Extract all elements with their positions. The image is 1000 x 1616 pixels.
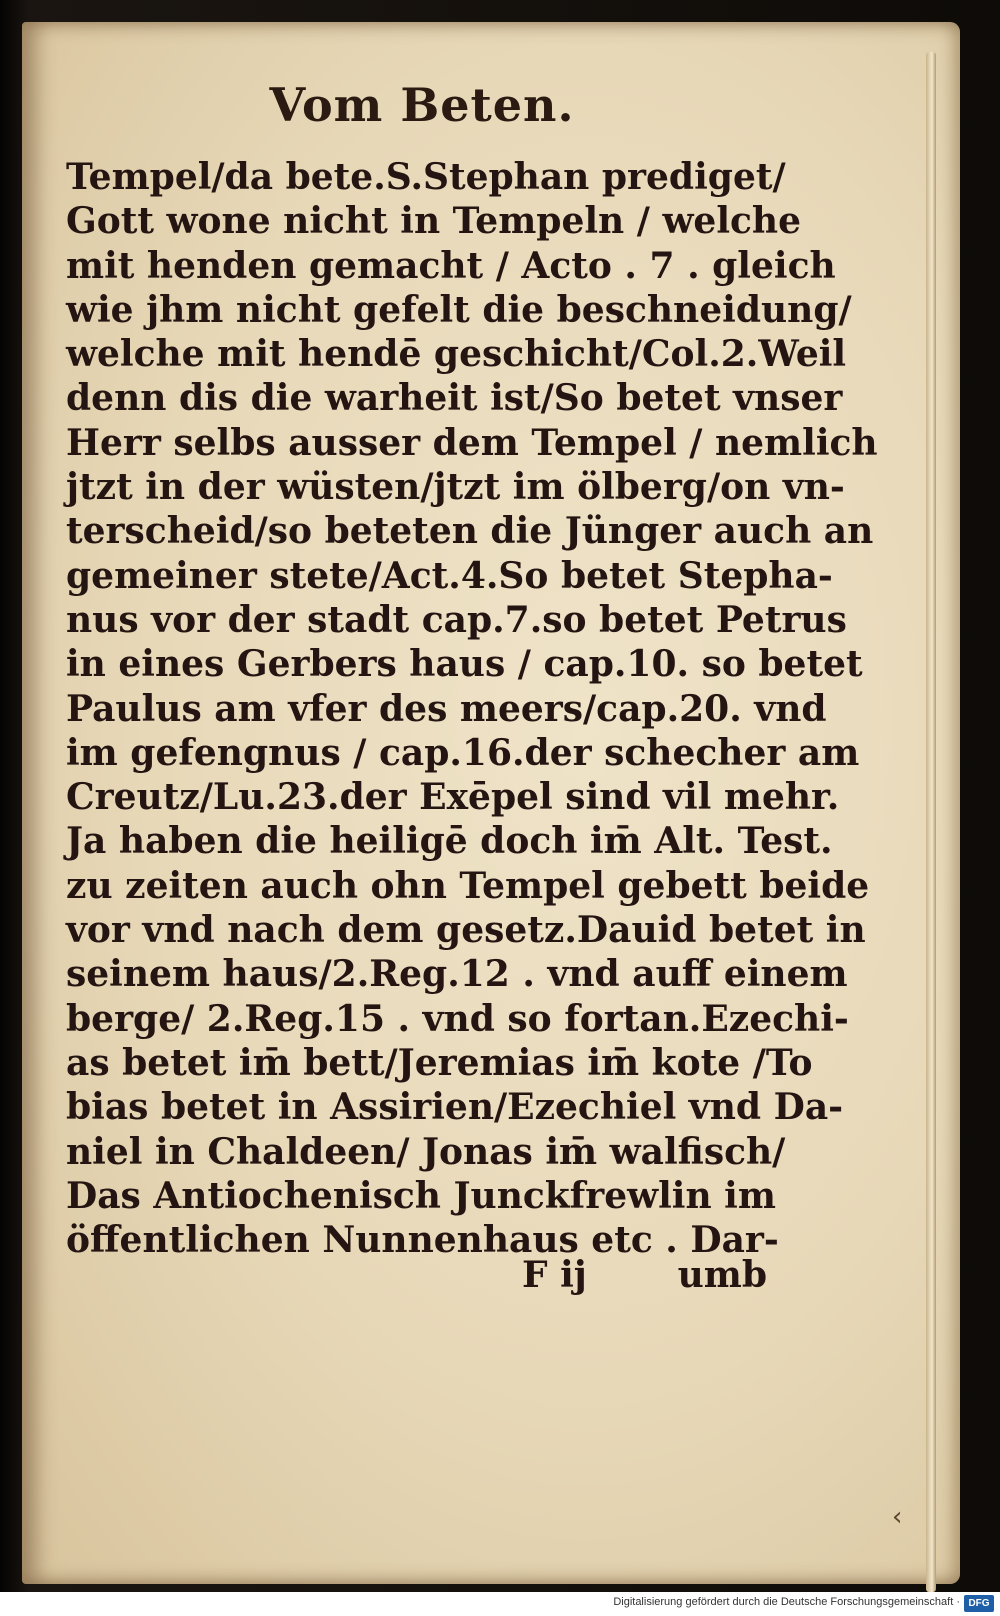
- text-line: niel in Chaldeen/ Jonas im̄ walfisch/: [66, 1130, 786, 1173]
- text-line: nus vor der stadt cap.7.so betet Petrus: [66, 598, 847, 641]
- dfg-logo-icon: DFG: [964, 1595, 994, 1612]
- text-line: wie jhm nicht gefelt die beschneidung/: [66, 288, 852, 331]
- book-page: [22, 22, 960, 1584]
- text-line: welche mit hendē geschicht/Col.2.Weil: [66, 333, 847, 376]
- text-line: Gott wone nicht in Tempeln / welche: [66, 200, 802, 243]
- signature-mark: F ij: [522, 1254, 587, 1296]
- text-line: denn dis die warheit ist/So betet vnser: [66, 377, 843, 420]
- text-line: im gefengnus / cap.16.der schecher am: [66, 731, 860, 774]
- text-line: gemeiner stete/Act.4.So betet Stepha-: [66, 554, 833, 597]
- running-header: Vom Beten.: [269, 78, 575, 132]
- text-line: mit henden gemacht / Acto . 7 . gleich: [66, 244, 836, 287]
- text-line: seinem haus/2.Reg.12 . vnd auff einem: [66, 953, 848, 996]
- footer-credit: Digitalisierung gefördert durch die Deutsche Forschungsgemeinschaft ·: [613, 1596, 960, 1608]
- text-line: zu zeiten auch ohn Tempel gebett beide: [66, 864, 870, 907]
- text-line: terscheid/so beteten die Jünger auch an: [66, 510, 874, 553]
- page-foot: [522, 1250, 767, 1300]
- text-line: Ja haben die heiligē doch im̄ Alt. Test.: [66, 820, 833, 863]
- text-line: as betet im̄ bett/Jeremias im̄ kote /To: [66, 1041, 813, 1084]
- corner-mark: ‹: [892, 1502, 903, 1532]
- text-line: öffentlichen Nunnenhaus etc . Dar-: [66, 1219, 779, 1262]
- text-line: Creutz/Lu.23.der Exēpel sind vil mehr.: [66, 776, 840, 819]
- text-line: jtzt in der wüsten/jtzt im ölberg/on vn-: [66, 466, 845, 509]
- text-line: berge/ 2.Reg.15 . vnd so fortan.Ezechi-: [66, 997, 849, 1040]
- page-edge: [926, 52, 936, 1592]
- text-line: Herr selbs ausser dem Tempel / nemlich: [66, 421, 878, 464]
- text-block: [66, 155, 878, 1262]
- text-line: bias betet in Assirien/Ezechiel vnd Da-: [66, 1086, 844, 1129]
- text-line: Paulus am vfer des meers/cap.20. vnd: [66, 687, 827, 730]
- footer-bar: [0, 1592, 1000, 1616]
- text-line: in eines Gerbers haus / cap.10. so betet: [66, 643, 863, 686]
- text-line: Tempel/da bete.S.Stephan prediget/: [66, 156, 786, 198]
- text-line: Das Antiochenisch Junckfrewlin im: [66, 1174, 776, 1217]
- catchword: umb: [677, 1254, 767, 1296]
- text-line: vor vnd nach dem gesetz.Dauid betet in: [66, 909, 866, 952]
